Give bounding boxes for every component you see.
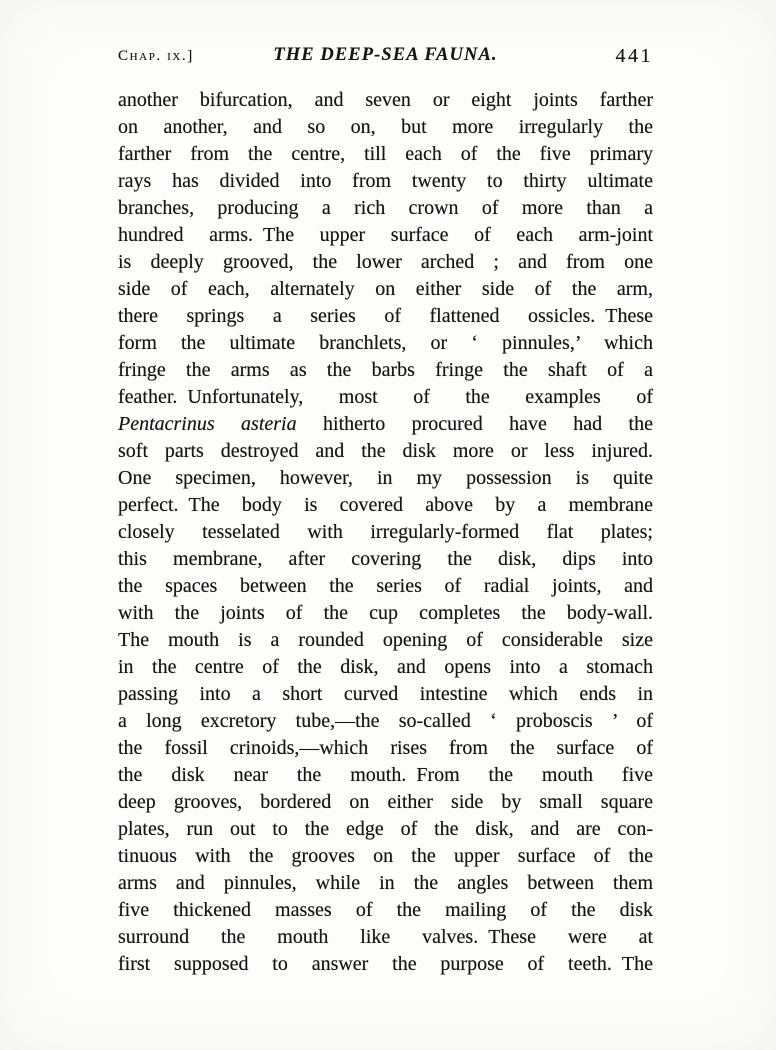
text-line (118, 438, 653, 465)
text-line (118, 897, 653, 924)
text-line (118, 924, 653, 951)
text-line (118, 411, 653, 438)
text-line (118, 249, 653, 276)
text-segment: soft parts destroyed and the disk more or less injured. (118, 440, 653, 462)
text-segment: this membrane, after covering the disk, dips into (118, 548, 653, 570)
text-segment: fringe the arms as the barbs fringe the shaft of a (118, 359, 653, 381)
text-segment: there springs a series of flattened ossicles. These (118, 305, 653, 327)
text-line (118, 303, 653, 330)
text-line (118, 573, 653, 600)
text-line (118, 681, 653, 708)
chapter-label: Chap. ix.] (118, 48, 194, 64)
text-line (118, 195, 653, 222)
page-header (118, 45, 653, 67)
body-text (118, 87, 653, 978)
text-line (118, 357, 653, 384)
text-line (118, 114, 653, 141)
text-segment: the spaces between the series of radial joints, and (118, 575, 653, 597)
text-segment: closely tesselated with irregularly-formed flat plates; (118, 521, 653, 543)
text-segment: the disk near the mouth. From the mouth five (118, 764, 653, 786)
text-line (118, 789, 653, 816)
species-name-italic: Pentacrinus asteria (118, 413, 297, 435)
text-line (118, 600, 653, 627)
text-segment: is deeply grooved, the lower arched ; and from one (118, 251, 653, 273)
text-segment: branches, producing a rich crown of more than a (118, 197, 653, 219)
text-segment: on another, and so on, but more irregularly the (118, 116, 653, 138)
text-line (118, 870, 653, 897)
text-line (118, 843, 653, 870)
text-segment: deep grooves, bordered on either side by small square (118, 791, 653, 813)
text-segment: feather. Unfortunately, most of the examples of (118, 386, 653, 408)
text-line (118, 735, 653, 762)
text-line (118, 87, 653, 114)
text-line (118, 492, 653, 519)
text-segment: another bifurcation, and seven or eight joints farther (118, 89, 653, 111)
text-line (118, 951, 653, 978)
text-segment: hitherto procured have had the (296, 413, 653, 435)
text-segment: passing into a short curved intestine which ends in (118, 683, 653, 705)
text-line (118, 519, 653, 546)
text-line (118, 708, 653, 735)
text-line (118, 762, 653, 789)
text-segment: five thickened masses of the mailing of the disk (118, 899, 653, 921)
text-line (118, 546, 653, 573)
text-line (118, 627, 653, 654)
text-segment: with the joints of the cup completes the body-wall. (118, 602, 653, 624)
text-segment: One specimen, however, in my possession is quite (118, 467, 653, 489)
text-segment: plates, run out to the edge of the disk, and are con- (118, 818, 653, 840)
text-segment: a long excretory tube,—the so-called ‘ proboscis ’ of (118, 710, 653, 732)
text-line (118, 222, 653, 249)
text-segment: side of each, alternately on either side of the arm, (118, 278, 653, 300)
text-segment: surround the mouth like valves. These were at (118, 926, 653, 948)
text-segment: form the ultimate branchlets, or ‘ pinnules,’ which (118, 332, 653, 354)
text-segment: first supposed to answer the purpose of teeth. The (118, 953, 653, 975)
text-line (118, 141, 653, 168)
text-segment: The mouth is a rounded opening of considerable size (118, 629, 653, 651)
text-segment: farther from the centre, till each of the five primary (118, 143, 653, 165)
text-segment: rays has divided into from twenty to thirty ultimate (118, 170, 653, 192)
text-segment: arms and pinnules, while in the angles between them (118, 872, 653, 894)
text-segment: the fossil crinoids,—which rises from the surface of (118, 737, 653, 759)
text-segment: in the centre of the disk, and opens into a stomach (118, 656, 653, 678)
text-line (118, 816, 653, 843)
text-line (118, 654, 653, 681)
text-segment: perfect. The body is covered above by a membrane (118, 494, 653, 516)
text-line (118, 384, 653, 411)
text-segment: hundred arms. The upper surface of each arm-joint (118, 224, 653, 246)
text-segment: tinuous with the grooves on the upper surface of the (118, 845, 653, 867)
running-title: THE DEEP-SEA FAUNA. (273, 45, 498, 65)
text-line (118, 330, 653, 357)
text-line (118, 465, 653, 492)
page-number: 441 (615, 45, 653, 67)
text-line (118, 276, 653, 303)
text-line (118, 168, 653, 195)
